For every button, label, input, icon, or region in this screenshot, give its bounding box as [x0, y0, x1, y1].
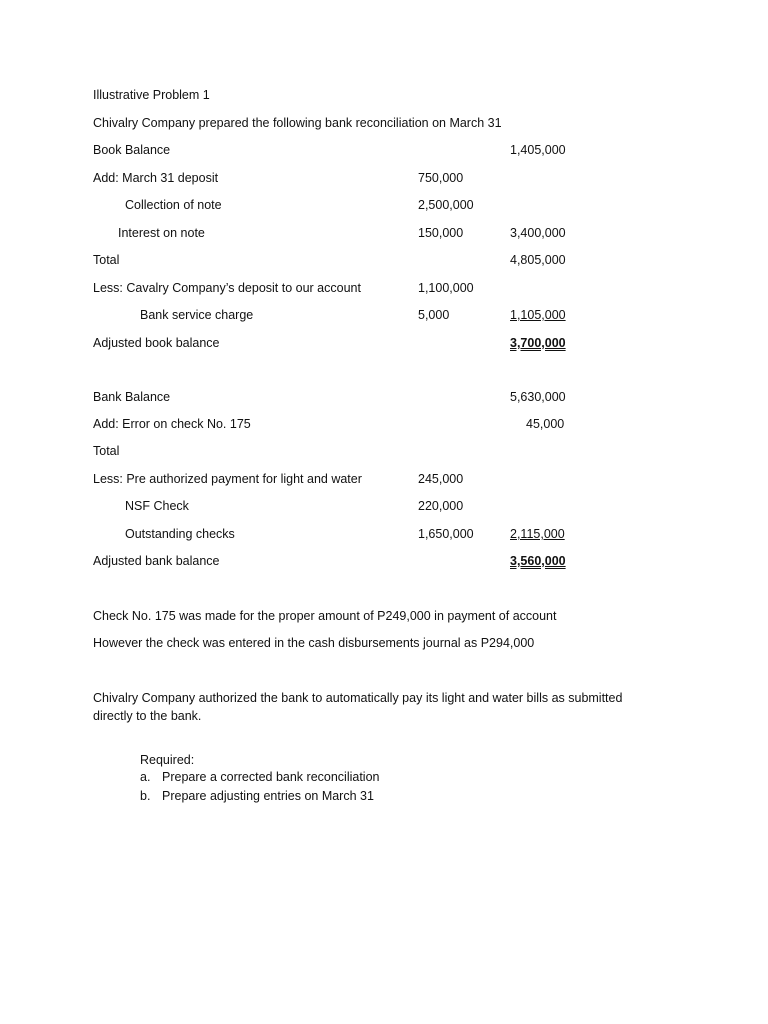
bank-adjusted-value: 3,560,000	[510, 554, 566, 568]
book-balance-value: 1,405,000	[510, 143, 566, 157]
required-a-text: Prepare a corrected bank reconciliation	[162, 770, 380, 784]
bank-nsf-label: NSF Check	[125, 499, 189, 513]
book-less-label: Less: Cavalry Company’s deposit to our account	[93, 281, 361, 295]
bank-total-label: Total	[93, 444, 120, 458]
bank-outstanding-value: 1,650,000	[418, 527, 474, 541]
required-b-marker: b.	[140, 789, 151, 803]
bank-adjusted-label: Adjusted bank balance	[93, 554, 220, 568]
bank-less-total: 2,115,000	[510, 527, 565, 541]
problem-title: Illustrative Problem 1	[93, 88, 210, 102]
book-less-deposit-value: 1,100,000	[418, 281, 474, 295]
bank-add-label: Add: Error on check No. 175	[93, 417, 251, 431]
bank-less-value: 245,000	[418, 472, 464, 486]
required-a-marker: a.	[140, 770, 151, 784]
required-heading: Required:	[140, 753, 195, 767]
book-less-total: 1,105,000	[510, 308, 566, 322]
note-line-2: However the check was entered in the cash disbursements journal as P294,000	[93, 636, 535, 650]
bank-outstanding-label: Outstanding checks	[125, 527, 235, 541]
intro-text: Chivalry Company prepared the following bank reconciliation on March 31	[93, 116, 502, 130]
book-collection-label: Collection of note	[125, 198, 222, 212]
book-total-label: Total	[93, 253, 120, 267]
bank-less-label: Less: Pre authorized payment for light and water	[93, 472, 362, 486]
note-line-4: directly to the bank.	[93, 709, 202, 723]
book-balance-label: Book Balance	[93, 143, 171, 157]
bank-nsf-value: 220,000	[418, 499, 464, 513]
book-add-label: Add: March 31 deposit	[93, 171, 219, 185]
book-collection-value: 2,500,000	[418, 198, 474, 212]
bank-balance-label: Bank Balance	[93, 390, 171, 404]
book-service-value: 5,000	[418, 308, 450, 322]
bank-add-value: 45,000	[526, 417, 565, 431]
note-line-1: Check No. 175 was made for the proper amount of P249,000 in payment of account	[93, 609, 557, 623]
book-service-label: Bank service charge	[140, 308, 254, 322]
bank-balance-value: 5,630,000	[510, 390, 566, 404]
book-deposit-value: 750,000	[418, 171, 464, 185]
book-adjusted-value: 3,700,000	[510, 336, 566, 350]
book-interest-value: 150,000	[418, 226, 464, 240]
book-total-value: 4,805,000	[510, 253, 566, 267]
required-b-text: Prepare adjusting entries on March 31	[162, 789, 374, 803]
book-add-total: 3,400,000	[510, 226, 566, 240]
note-line-3: Chivalry Company authorized the bank to automatically pay its light and water bills as submitted	[93, 691, 623, 705]
book-adjusted-label: Adjusted book balance	[93, 336, 220, 350]
book-interest-label: Interest on note	[118, 226, 205, 240]
